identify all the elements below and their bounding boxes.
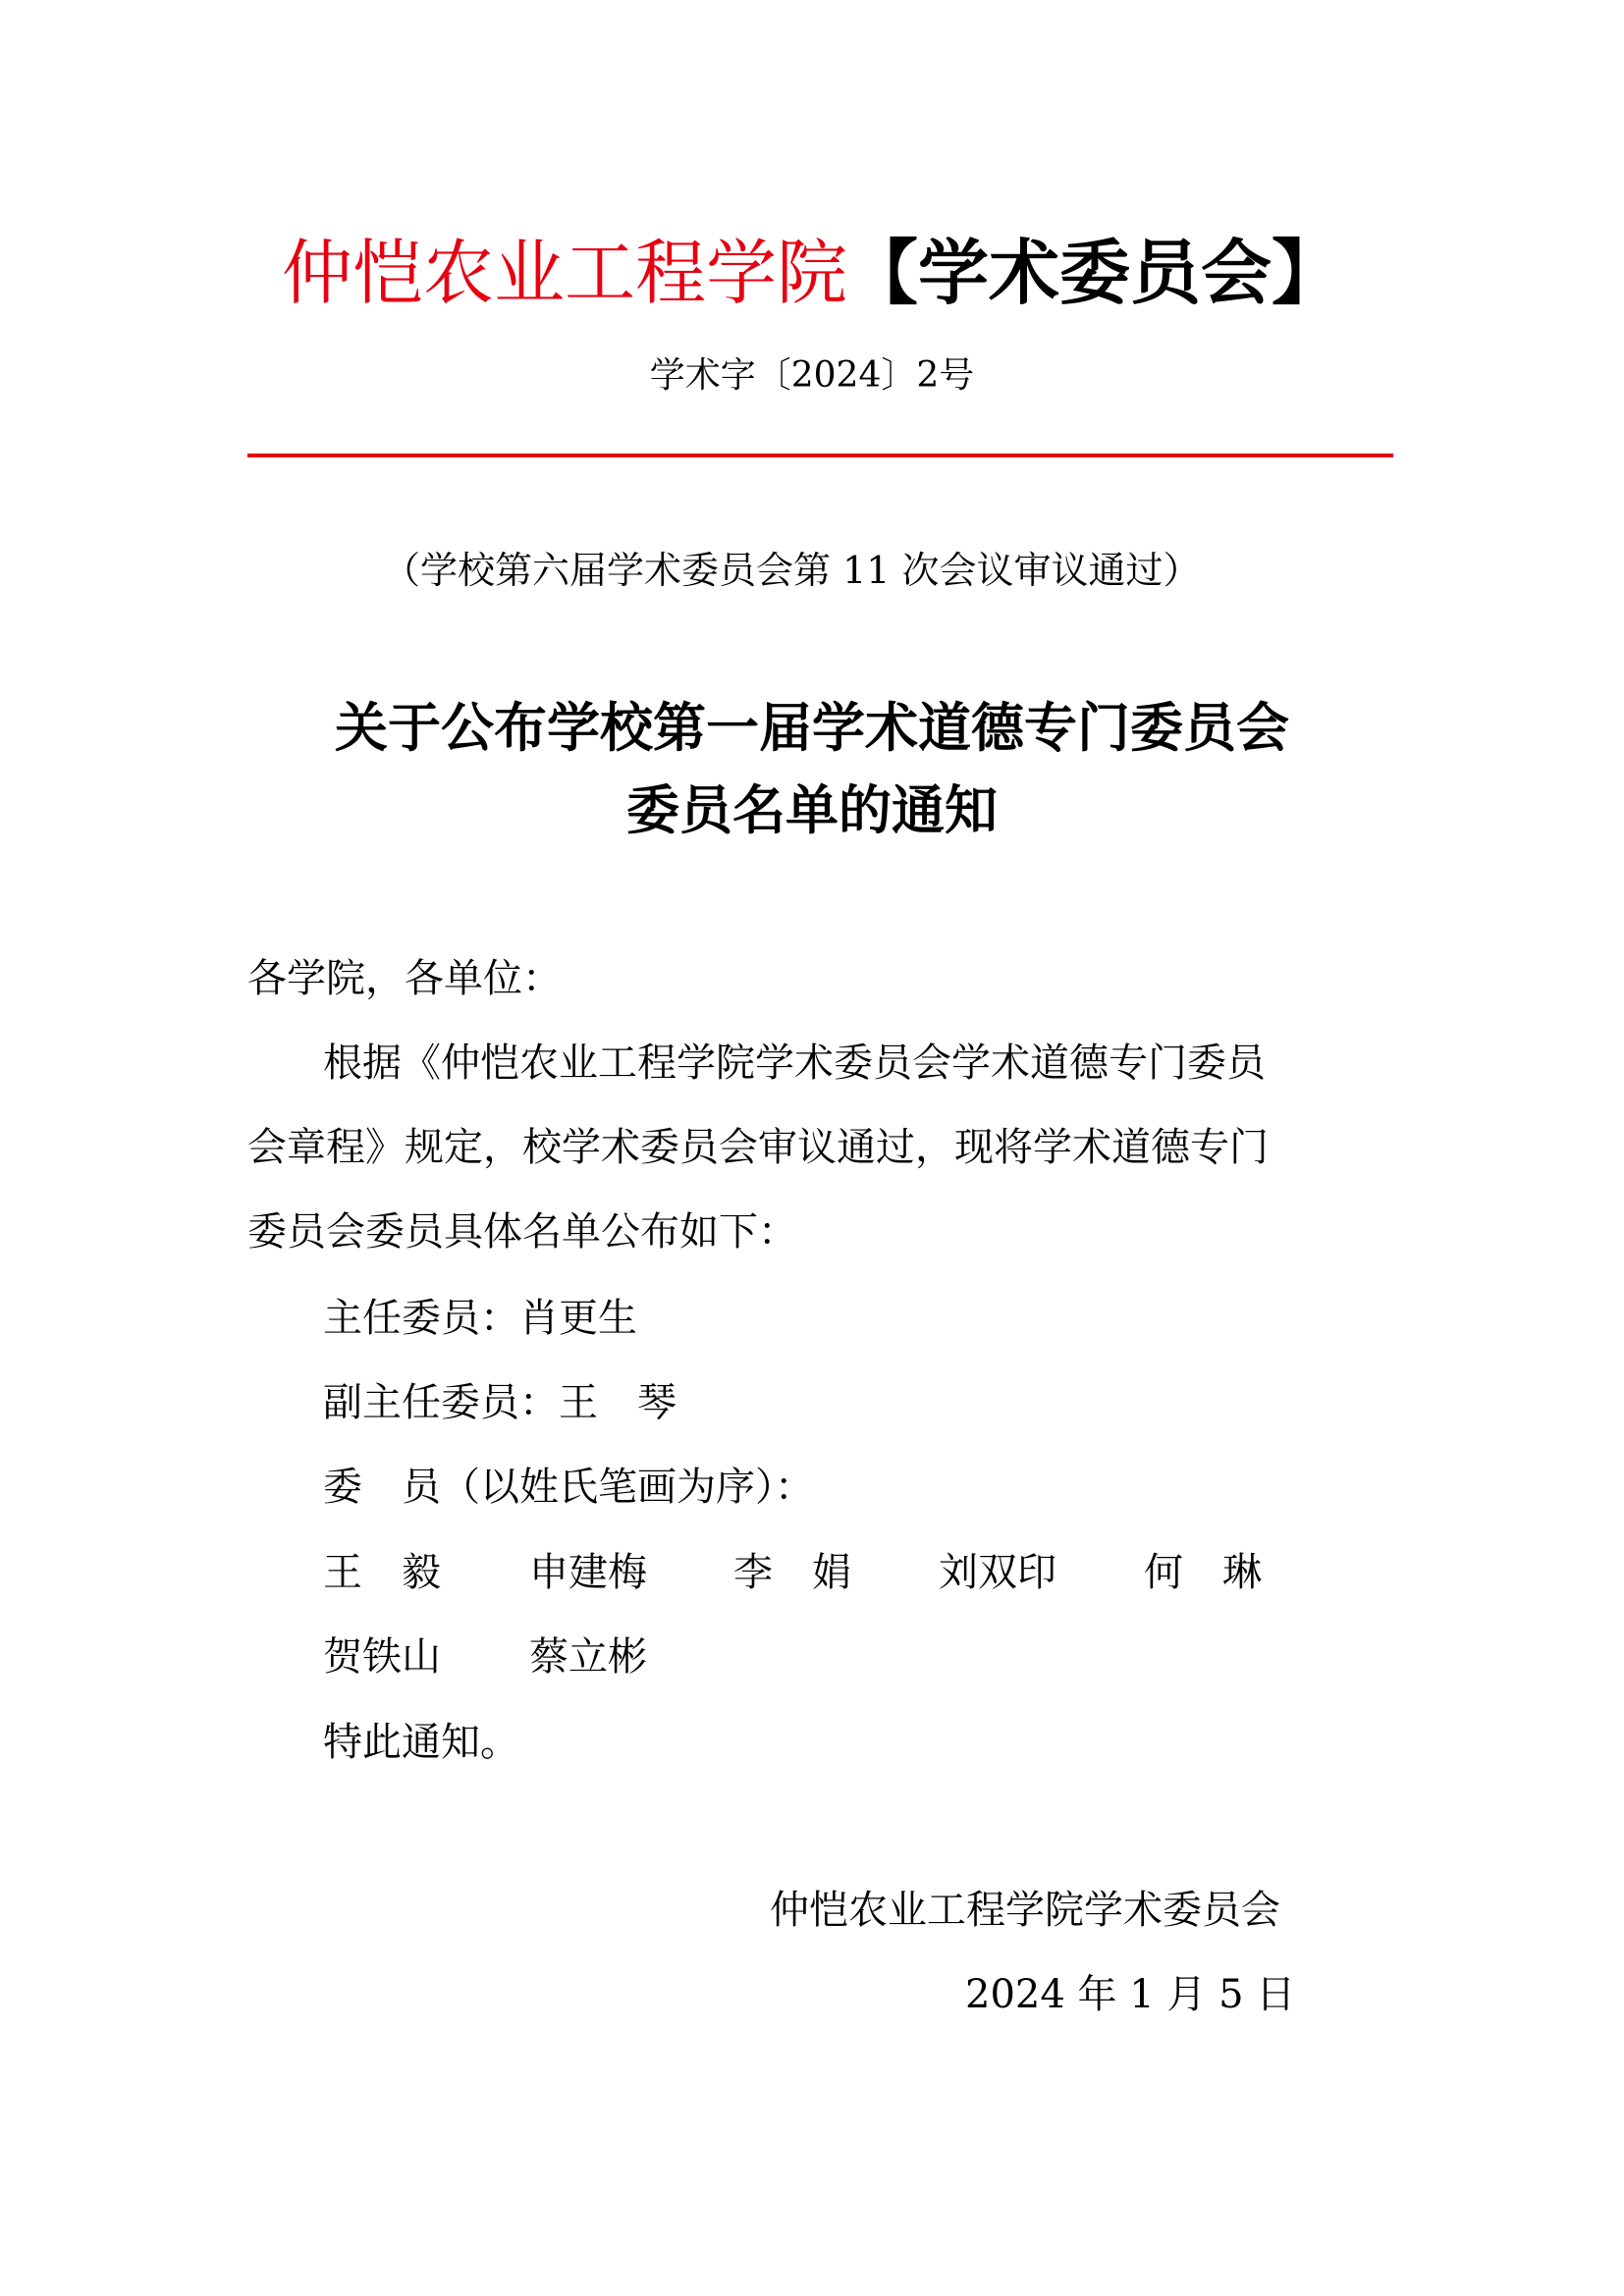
letterhead-unit-name: 【学术委员会】	[847, 232, 1343, 314]
meeting-approval-note: （学校第六届学术委员会第 11 次会议审议通过）	[383, 549, 1201, 592]
salutation: 各学院，各单位：	[247, 956, 562, 1001]
body-paragraph-line-2: 会章程》规定，校学术委员会审议通过，现将学术道德专门	[247, 1125, 1269, 1170]
letterhead-divider	[247, 454, 1393, 457]
members-row-1	[323, 1544, 1305, 1601]
notice-title-line-1: 关于公布学校第一届学术道德专门委员会	[335, 697, 1289, 759]
member-name: 申建梅	[529, 1550, 647, 1595]
notice-title-line-2: 委员名单的通知	[626, 779, 998, 841]
deputy-director-line: 副主任委员：王 琴	[323, 1380, 677, 1425]
member-name: 刘双印	[939, 1550, 1056, 1595]
member-name: 蔡立彬	[529, 1634, 647, 1680]
member-name: 王 毅	[323, 1550, 441, 1595]
body-paragraph-line-3: 委员会委员具体名单公布如下：	[247, 1209, 797, 1255]
member-name: 何 琳	[1144, 1550, 1262, 1595]
letterhead-org-name: 仲恺农业工程学院	[281, 232, 847, 314]
signature-organization: 仲恺农业工程学院学术委员会	[770, 1888, 1280, 1933]
director-line: 主任委员：肖更生	[323, 1296, 637, 1341]
members-row-2	[323, 1629, 912, 1685]
signature-date: 2024 年 1 月 5 日	[965, 1972, 1296, 2017]
member-name: 李 娟	[733, 1550, 851, 1595]
members-label: 委 员（以姓氏笔画为序）：	[323, 1465, 814, 1510]
closing-line: 特此通知。	[323, 1720, 519, 1765]
document-number: 学术字〔2024〕2号	[649, 355, 975, 396]
letterhead-title	[0, 224, 1624, 322]
member-name: 贺铁山	[323, 1634, 441, 1680]
body-paragraph-line-1: 根据《仲恺农业工程学院学术委员会学术道德专门委员	[323, 1041, 1266, 1086]
